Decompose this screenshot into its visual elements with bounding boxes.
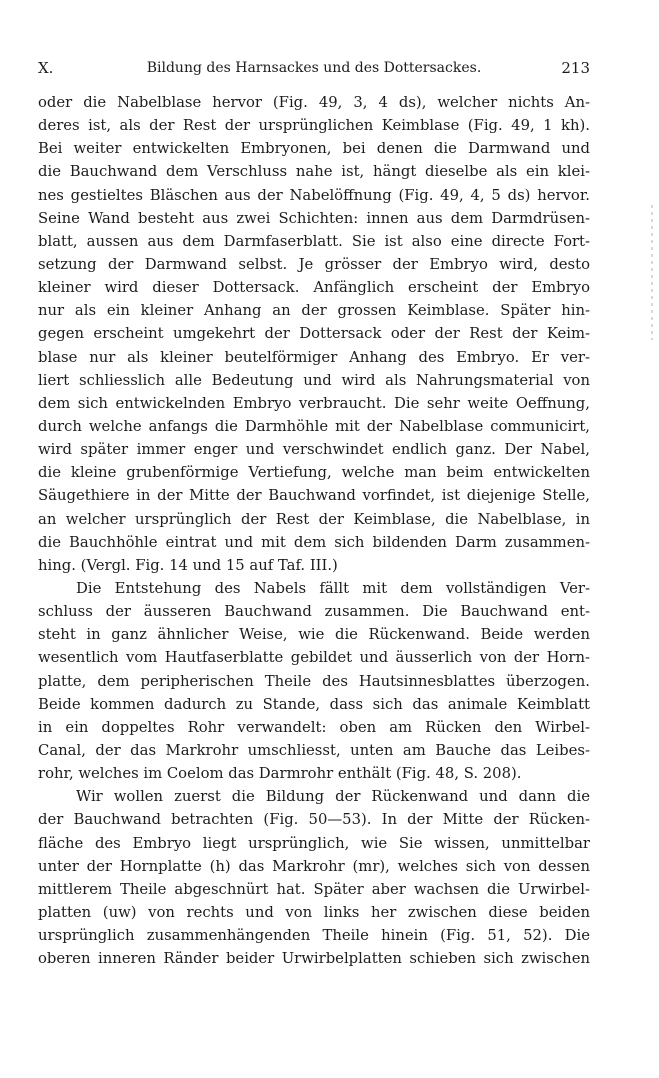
text-line: blase nur als kleiner beutelförmiger Anhang des Embryo. Er ver-: [38, 348, 590, 366]
text-line: mittlerem Theile abgeschnürt hat. Später aber wachsen die Urwirbel-: [38, 880, 590, 898]
text-line: unter der Hornplatte (h) das Markrohr (mr), welches sich von dessen: [38, 857, 590, 875]
paragraph-last-line: hing. (Vergl. Fig. 14 und 15 auf Taf. III.): [38, 556, 338, 574]
running-title: Bildung des Harnsackes und des Dottersackes.: [146, 60, 482, 76]
paragraph-last-line: rohr, welches im Coelom das Darmrohr enthält (Fig. 48, S. 208).: [38, 765, 522, 783]
text-line: an welcher ursprünglich der Rest der Keimblase, die Nabelblase, in: [38, 510, 590, 528]
text-line: der Bauchwand betrachten (Fig. 50—53). In der Mitte der Rücken-: [38, 811, 590, 829]
text-line: fläche des Embryo liegt ursprünglich, wie Sie wissen, unmittelbar: [38, 834, 590, 852]
text-line: wesentlich vom Hautfaserblatte gebildet und äusserlich von der Horn-: [38, 649, 590, 667]
text-line: die kleine grubenförmige Vertiefung, welche man beim entwickelten: [38, 464, 590, 482]
text-line: setzung der Darmwand selbst. Je grösser der Embryo wird, desto: [38, 255, 590, 273]
text-line: die Bauchwand dem Verschluss nahe ist, hängt dieselbe als ein klei-: [38, 163, 590, 181]
paragraph-first-line: Wir wollen zuerst die Bildung der Rückenwand und dann die: [76, 788, 590, 806]
text-line: Canal, der das Markrohr umschliesst, unten am Bauche das Leibes-: [38, 741, 590, 759]
text-line: Bei weiter entwickelten Embryonen, bei denen die Darmwand und: [38, 140, 590, 158]
text-line: durch welche anfangs die Darmhöhle mit der Nabelblase communicirt,: [38, 417, 590, 435]
text-line: die Bauchhöhle eintrat und mit dem sich bildenden Darm zusammen-: [38, 533, 590, 551]
text-line: schluss der äusseren Bauchwand zusammen. Die Bauchwand ent-: [38, 603, 590, 621]
text-line: dem sich entwickelnden Embryo verbraucht. Die sehr weite Oeffnung,: [38, 394, 590, 412]
text-line: blatt, aussen aus dem Darmfaserblatt. Sie ist also eine directe Fort-: [38, 232, 590, 250]
text-line: in ein doppeltes Rohr verwandelt: oben am Rücken den Wirbel-: [38, 718, 590, 736]
text-line: platten (uw) von rechts und von links her zwischen diese beiden: [38, 903, 590, 921]
chapter-number: X.: [38, 59, 54, 77]
text-line: gegen erscheint umgekehrt der Dottersack oder der Rest der Keim-: [38, 325, 590, 343]
text-line: Beide kommen dadurch zu Stande, dass sich das animale Keimblatt: [38, 695, 590, 713]
body-text: [38, 91, 590, 970]
text-line: Säugethiere in der Mitte der Bauchwand vorfindet, ist diejenige Stelle,: [38, 487, 590, 505]
page-header: [38, 56, 590, 80]
text-line: oberen inneren Ränder beider Urwirbelplatten schieben sich zwischen: [38, 950, 590, 968]
text-line: platte, dem peripherischen Theile des Hautsinnesblattes überzogen.: [38, 672, 590, 690]
text-line: Seine Wand besteht aus zwei Schichten: innen aus dem Darmdrüsen-: [38, 209, 590, 227]
paragraph-first-line: Die Entstehung des Nabels fällt mit dem vollständigen Ver-: [76, 579, 590, 597]
text-line: steht in ganz ähnlicher Weise, wie die Rückenwand. Beide werden: [38, 626, 590, 644]
page-edge-shadow: [651, 205, 653, 340]
text-line: nur als ein kleiner Anhang an der grossen Keimblase. Später hin-: [38, 302, 590, 320]
text-line: wird später immer enger und verschwindet endlich ganz. Der Nabel,: [38, 441, 590, 459]
page-number: 213: [561, 59, 590, 77]
text-line: deres ist, als der Rest der ursprünglichen Keimblase (Fig. 49, 1 kh).: [38, 117, 590, 135]
text-line: ursprünglich zusammenhängenden Theile hinein (Fig. 51, 52). Die: [38, 927, 590, 945]
text-line: liert schliesslich alle Bedeutung und wird als Nahrungsmaterial von: [38, 371, 590, 389]
text-line: oder die Nabelblase hervor (Fig. 49, 3, 4 ds), welcher nichts An-: [38, 94, 590, 111]
text-line: kleiner wird dieser Dottersack. Anfänglich erscheint der Embryo: [38, 279, 590, 297]
text-line: nes gestieltes Bläschen aus der Nabelöffnung (Fig. 49, 4, 5 ds) hervor.: [38, 186, 590, 204]
